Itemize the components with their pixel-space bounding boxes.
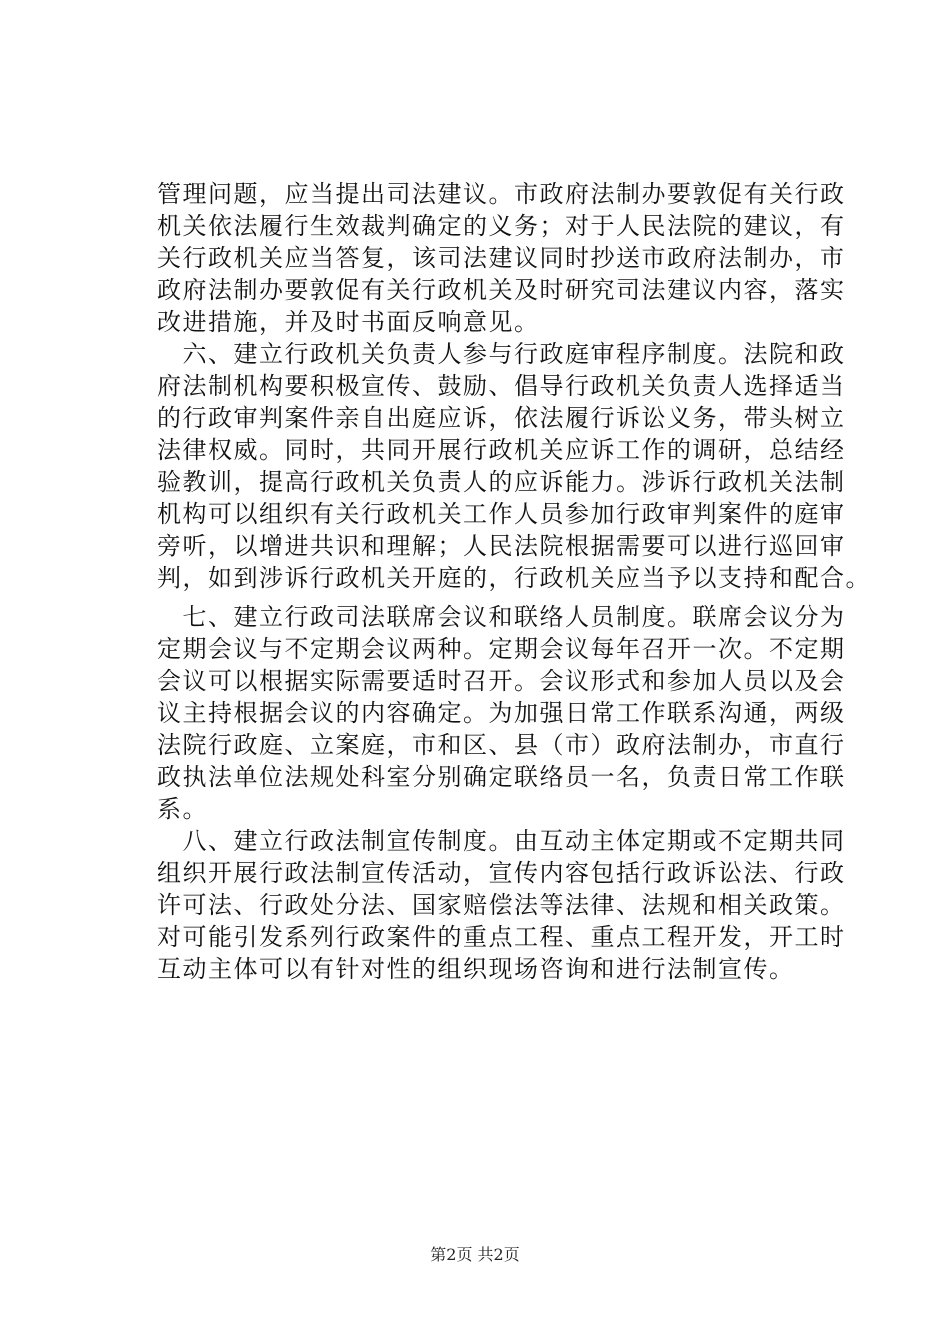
- text-line: 判，如到涉诉行政机关开庭的，行政机关应当予以支持和配合。: [157, 564, 871, 592]
- text-line: 的行政审判案件亲自出庭应诉，依法履行诉讼义务，带头树立: [157, 404, 846, 432]
- text-line: 组织开展行政法制宣传活动，宣传内容包括行政诉讼法、行政: [157, 859, 846, 887]
- section-six-heading-line: 六、建立行政机关负责人参与行政庭审程序制度。法院和政: [157, 340, 846, 368]
- section-seven-heading-line: 七、建立行政司法联席会议和联络人员制度。联席会议分为: [157, 603, 846, 631]
- text-block-upper: [157, 178, 871, 594]
- page-footer: [0, 1245, 950, 1265]
- text-line: 许可法、行政处分法、国家赔偿法等法律、法规和相关政策。: [157, 891, 846, 919]
- text-line: 机关依法履行生效裁判确定的义务；对于人民法院的建议，有: [157, 212, 846, 240]
- text-line: 议主持根据会议的内容确定。为加强日常工作联系沟通，两级: [157, 699, 846, 727]
- text-line: 定期会议与不定期会议两种。定期会议每年召开一次。不定期: [157, 635, 846, 663]
- text-line: 会议可以根据实际需要适时召开。会议形式和参加人员以及会: [157, 667, 846, 695]
- text-line: 对可能引发系列行政案件的重点工程、重点工程开发，开工时: [157, 923, 846, 951]
- text-block-lower: [157, 601, 857, 985]
- text-line: 旁听，以增进共识和理解；人民法院根据需要可以进行巡回审: [157, 532, 846, 560]
- text-line: 法院行政庭、立案庭，市和区、县（市）政府法制办，市直行: [157, 731, 846, 759]
- text-line: 法律权威。同时，共同开展行政机关应诉工作的调研，总结经: [157, 436, 846, 464]
- text-line: 政府法制办要敦促有关行政机关及时研究司法建议内容，落实: [157, 276, 846, 304]
- page-number-label: 第2页 共2页: [430, 1245, 520, 1264]
- section-eight-heading-line: 八、建立行政法制宣传制度。由互动主体定期或不定期共同: [157, 827, 846, 855]
- text-line: 系。: [157, 795, 208, 823]
- text-line: 互动主体可以有针对性的组织现场咨询和进行法制宣传。: [157, 955, 795, 983]
- text-line: 管理问题，应当提出司法建议。市政府法制办要敦促有关行政: [157, 180, 846, 208]
- text-line: 府法制机构要积极宣传、鼓励、倡导行政机关负责人选择适当: [157, 372, 846, 400]
- text-line: 政执法单位法规处科室分别确定联络员一名，负责日常工作联: [157, 763, 846, 791]
- text-line: 关行政机关应当答复，该司法建议同时抄送市政府法制办，市: [157, 244, 846, 272]
- text-line: 验教训，提高行政机关负责人的应诉能力。涉诉行政机关法制: [157, 468, 846, 496]
- text-line: 改进措施，并及时书面反响意见。: [157, 308, 540, 336]
- text-line: 机构可以组织有关行政机关工作人员参加行政审判案件的庭审: [157, 500, 846, 528]
